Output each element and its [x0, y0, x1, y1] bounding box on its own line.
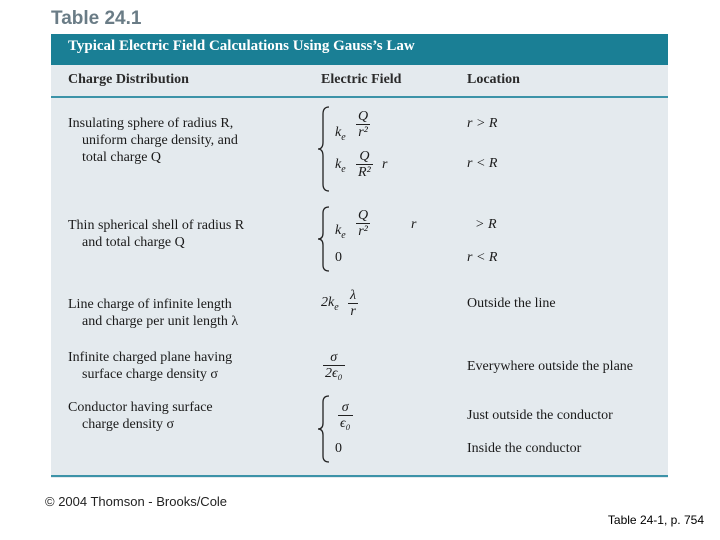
- row5-brace: [317, 395, 331, 463]
- row1-field-b-coef: $k_e$: [335, 157, 346, 175]
- copyright: © 2004 Thomson - Brooks/Cole: [45, 494, 228, 509]
- row2-field-b: 0: [335, 250, 342, 265]
- row3-dist-line1: Line charge of infinite length: [68, 297, 232, 312]
- row2-field-a-suffix: r: [411, 217, 417, 232]
- table-label: Table 24.1: [51, 8, 142, 29]
- row2-distribution: [68, 217, 244, 251]
- table-panel: [51, 34, 668, 478]
- header-field: Electric Field: [321, 72, 402, 87]
- row3-dist-line2: and charge per unit length λ: [82, 314, 239, 329]
- row5-dist-line2: charge density σ: [82, 417, 175, 432]
- row5-dist-line1: Conductor having surface: [68, 400, 213, 415]
- table-title: Typical Electric Field Calculations Using Gauss’s Law: [68, 38, 415, 54]
- row1-field-b-suffix: r: [382, 157, 388, 172]
- row4-dist-line1: Infinite charged plane having: [68, 350, 233, 365]
- row3-field-coef: $2k_e$: [321, 295, 339, 313]
- row2-field-a-coef: $k_e$: [335, 223, 346, 241]
- row1-field-a-coef: $k_e$: [335, 125, 346, 143]
- row1-field-b-fraction: $\frac{Q}{\text{R²}}$: [358, 149, 371, 180]
- bottom-rule: [51, 475, 668, 477]
- row3-field-fraction: $\frac{\lambda}{r}$: [350, 288, 357, 319]
- row3-location: Outside the line: [467, 296, 556, 311]
- row5-location-a: Just outside the conductor: [467, 408, 613, 423]
- row2-dist-line2: and total charge Q: [82, 235, 185, 250]
- row1-location-b: r < R: [467, 156, 498, 171]
- header-distribution: Charge Distribution: [68, 72, 189, 87]
- row4-field-fraction: $\frac{\sigma}{\text{2ϵ₀}}$: [325, 350, 343, 381]
- row1-brace: [317, 106, 331, 192]
- row2-dist-line1: Thin spherical shell of radius R: [68, 218, 245, 233]
- row4-location: Everywhere outside the plane: [467, 359, 633, 374]
- row5-field-a-fraction: $\frac{\sigma}{\text{ϵ₀}}$: [340, 400, 351, 431]
- row4-distribution: [68, 349, 232, 383]
- row1-distribution: [68, 115, 238, 166]
- row1-dist-line3: total charge Q: [82, 150, 162, 165]
- row3-distribution: [68, 296, 238, 330]
- row5-field-b: 0: [335, 441, 342, 456]
- page-reference: Table 24-1, p. 754: [607, 513, 704, 527]
- row2-field-a-fraction: $\frac{Q}{\text{r²}}$: [358, 208, 369, 239]
- row5-distribution: [68, 399, 213, 433]
- header-row: [51, 65, 668, 98]
- row4-dist-line2: surface charge density σ: [82, 367, 218, 382]
- row1-location-a: r > R: [467, 116, 498, 131]
- row1-dist-line1: Insulating sphere of radius R,: [68, 116, 234, 131]
- row5-location-b: Inside the conductor: [467, 441, 582, 456]
- header-location: Location: [467, 72, 520, 87]
- row2-location-b: r < R: [467, 250, 498, 265]
- row1-dist-line2: uniform charge density, and: [82, 133, 238, 148]
- row2-brace: [317, 206, 331, 272]
- row1-field-a-fraction: $\frac{Q}{\text{r²}}$: [358, 109, 369, 140]
- title-bar: [51, 34, 668, 65]
- row2-location-a: > R: [475, 217, 497, 232]
